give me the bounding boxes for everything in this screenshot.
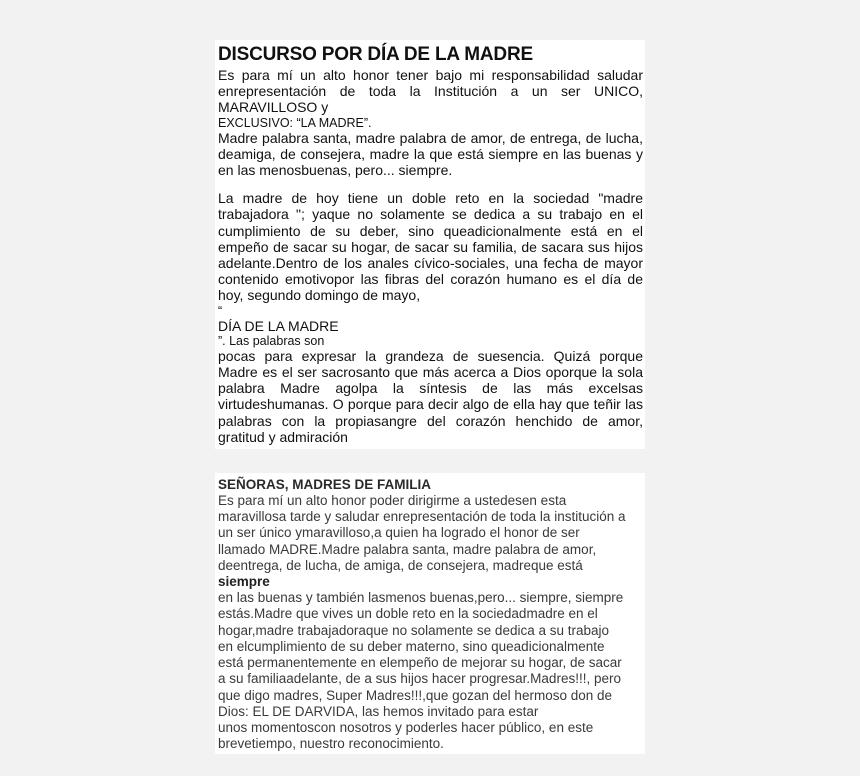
- text-line: un ser único ymaravilloso,a quien ha logrado el honor de ser: [218, 525, 580, 541]
- paragraph-madre-de-hoy: La madre de hoy tiene un doble reto en la sociedad "madre trabajadora "; yaque no solamente se dedica a su trabajo en el cumplimiento de su deber, sino queadicionalmente está en el empeño de sacar su hogar, de sacar su familia, de sacara sus hijos adelante.Dentro de los anales cívico-sociales, una fecha de mayor contenido emotivopor las fibras del corazón humano es el día de hoy, segundo domingo de mayo,: [218, 190, 643, 304]
- text-line: Es para mí un alto honor poder dirigirme a ustedesen esta: [218, 493, 567, 509]
- paragraph-exclusivo: EXCLUSIVO: “LA MADRE”.: [218, 115, 372, 130]
- paragraph-madre-palabra: Madre palabra santa, madre palabra de amor, de entrega, de lucha, deamiga, de consejera, madre la que está siempre en las buenas y en las menosbuenas, pero... siempre.: [218, 129, 643, 179]
- speech-section-2: [215, 473, 645, 754]
- text-line: en elcumplimiento de su deber materno, sino queadicionalmente: [218, 638, 605, 654]
- text-line: brevetiempo, nuestro reconocimiento.: [218, 736, 444, 752]
- text-line: que digo madres, Super Madres!!!,que gozan del hermoso don de: [218, 687, 612, 703]
- las-palabras-text: ”. Las palabras son: [218, 333, 325, 348]
- text-line: está permanentemente en elempeño de mejorar su hogar, de sacar: [218, 655, 622, 671]
- paragraph-grandeza: pocas para expresar la grandeza de suesencia. Quizá porque Madre es el ser sacrosanto que más acerca a Dios oporque la sola palabra Madre agolpa la síntesis de las más excelsas virtudeshumanas. O porque para decir algo de ella hay que teñir las palabras con la propiasangre del corazón henchido de amor, gratitud y admiración: [218, 347, 643, 445]
- document-page: [215, 40, 645, 754]
- text-line: a su familiaadelante, de a sus hijos hacer progresar.Madres!!!, pero: [218, 671, 621, 687]
- paragraph-intro: Es para mí un alto honor tener bajo mi responsabilidad saludar enrepresentación de toda la Institución a un ser UNICO, MARAVILLOSO y: [218, 67, 643, 116]
- text-line: Dios: EL DE DARVIDA, las hemos invitado para estar: [218, 703, 539, 719]
- section-2-lines-a: [218, 493, 642, 574]
- dia-de-la-madre-label: DÍA DE LA MADRE: [218, 317, 339, 334]
- section-divider: [215, 449, 645, 473]
- document-title: DISCURSO POR DÍA DE LA MADRE: [218, 44, 533, 65]
- section-heading: SEÑORAS, MADRES DE FAMILIA: [218, 477, 432, 493]
- text-line: maravillosa tarde y saludar enrepresentación de toda la institución a: [218, 509, 626, 525]
- quote-mark: “: [218, 303, 223, 318]
- text-line: deentrega, de lucha, de amiga, de consejera, madreque está: [218, 557, 583, 573]
- text-line: llamado MADRE.Madre palabra santa, madre palabra de amor,: [218, 541, 597, 557]
- text-line: en las buenas y también lasmenos buenas,pero... siempre, siempre: [218, 590, 624, 606]
- text-line: unos momentoscon nosotros y poderles hacer público, en este: [218, 719, 594, 735]
- text-line: estás.Madre que vives un doble reto en la sociedadmadre en el: [218, 606, 598, 622]
- text-line: hogar,madre trabajadoraque no solamente se dedica a su trabajo: [218, 622, 610, 638]
- speech-section-1: [215, 40, 645, 445]
- siempre-bold: siempre: [218, 574, 270, 590]
- section-2-lines-b: [218, 590, 642, 752]
